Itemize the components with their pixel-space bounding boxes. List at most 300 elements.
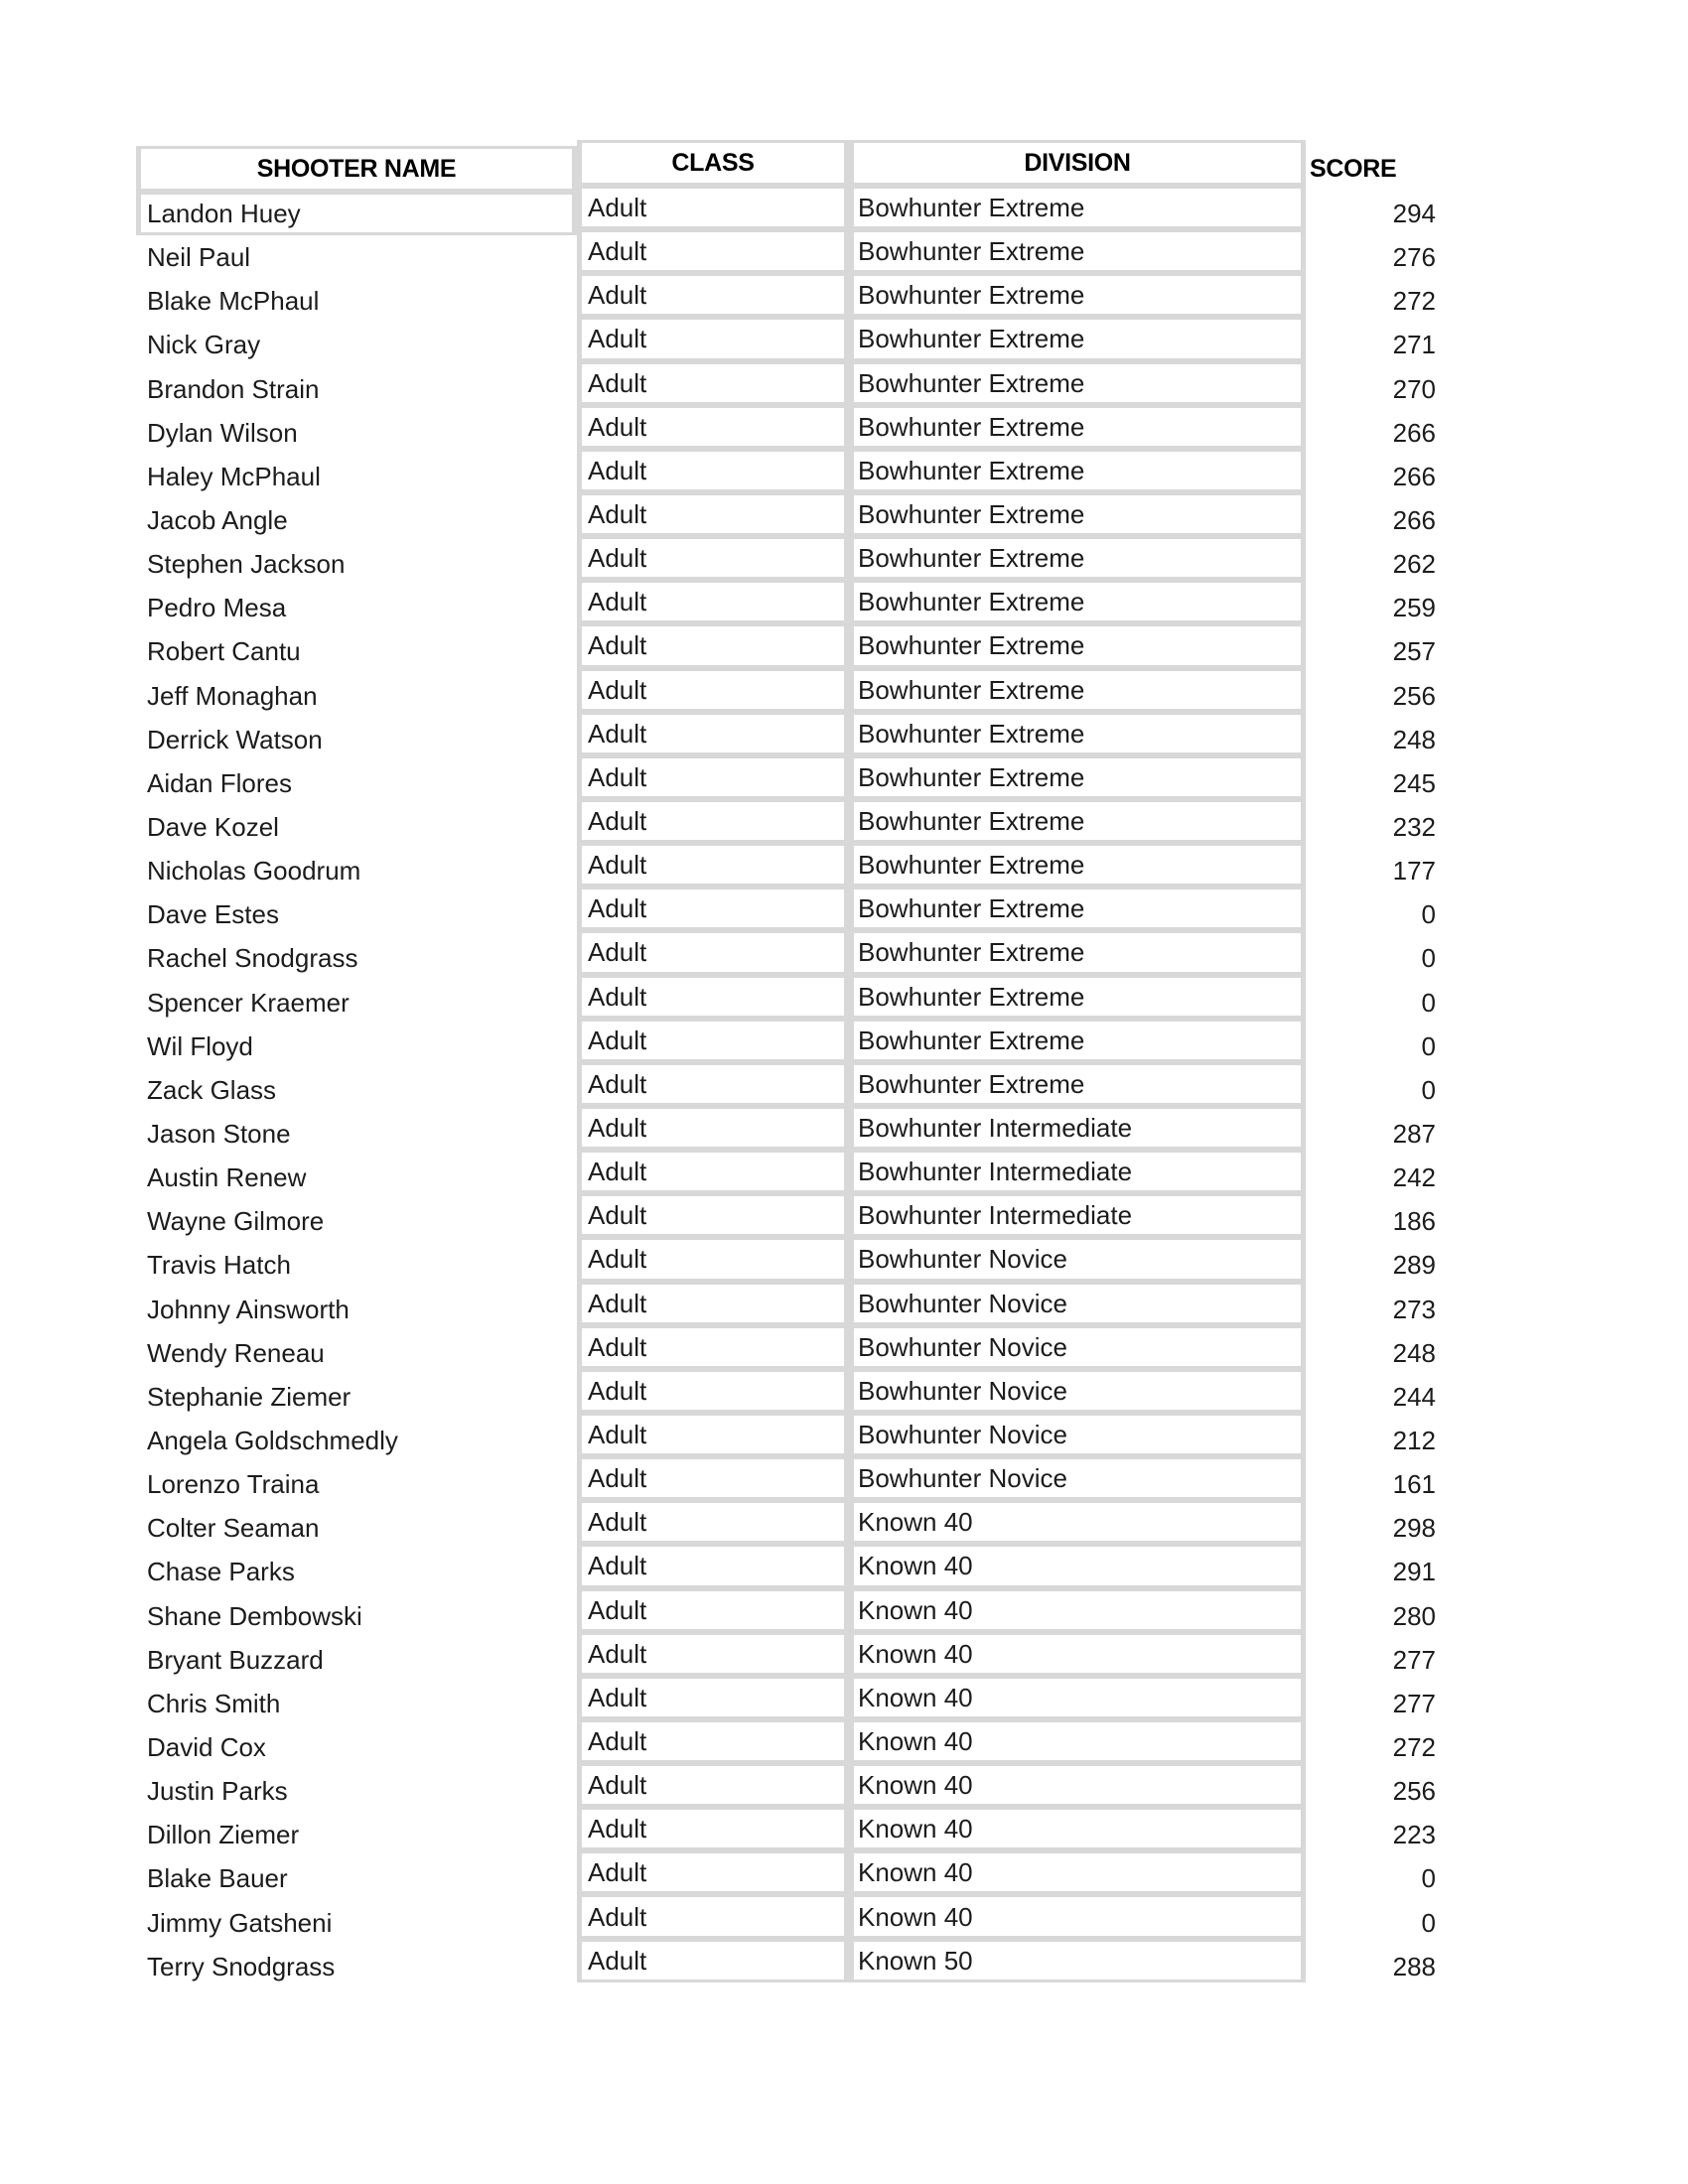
class-text: Adult bbox=[588, 893, 647, 924]
score-cell bbox=[1306, 586, 1450, 629]
score-cell bbox=[1306, 1856, 1450, 1900]
division-text: Bowhunter Extreme bbox=[858, 543, 1085, 574]
division-text: Bowhunter Novice bbox=[858, 1244, 1067, 1275]
shooter-name-text: Jimmy Gatsheni bbox=[147, 1907, 333, 1938]
header-division bbox=[849, 140, 1306, 186]
division-text: Bowhunter Intermediate bbox=[858, 1113, 1133, 1144]
score-cell bbox=[1306, 1462, 1450, 1506]
class-text: Adult bbox=[588, 1068, 647, 1099]
class-cell bbox=[577, 843, 849, 887]
shooter-name-cell bbox=[136, 1900, 577, 1944]
division-text: Known 40 bbox=[858, 1682, 973, 1712]
score-cell bbox=[1306, 1243, 1450, 1287]
shooter-name-cell bbox=[136, 629, 577, 673]
class-text: Adult bbox=[588, 1814, 647, 1844]
class-cell bbox=[577, 1544, 849, 1587]
shooter-name-text: Wayne Gilmore bbox=[147, 1206, 325, 1237]
shooter-name-cell bbox=[136, 1068, 577, 1112]
division-cell bbox=[849, 1325, 1306, 1369]
class-cell bbox=[577, 1456, 849, 1500]
shooter-name-cell bbox=[136, 542, 577, 586]
class-cell bbox=[577, 1632, 849, 1676]
shooter-name-cell bbox=[136, 192, 577, 235]
class-cell bbox=[577, 1106, 849, 1150]
shooter-name-cell bbox=[136, 1725, 577, 1769]
shooter-name-cell bbox=[136, 1682, 577, 1725]
division-text: Known 40 bbox=[858, 1594, 973, 1625]
division-cell bbox=[849, 1019, 1306, 1062]
score-cell bbox=[1306, 1375, 1450, 1419]
division-text: Bowhunter Novice bbox=[858, 1420, 1067, 1449]
division-cell bbox=[849, 1106, 1306, 1150]
score-cell bbox=[1306, 805, 1450, 849]
score-text: 0 bbox=[1421, 1074, 1436, 1105]
score-text: 257 bbox=[1392, 636, 1436, 667]
shooter-name-cell bbox=[136, 367, 577, 411]
shooter-name-cell bbox=[136, 279, 577, 323]
division-text: Bowhunter Extreme bbox=[858, 324, 1085, 354]
class-text: Adult bbox=[588, 280, 647, 311]
division-cell bbox=[849, 975, 1306, 1019]
division-text: Known 40 bbox=[858, 1507, 973, 1538]
class-cell bbox=[577, 930, 849, 974]
score-cell bbox=[1306, 936, 1450, 980]
division-text: Known 40 bbox=[858, 1638, 973, 1669]
class-cell bbox=[577, 1588, 849, 1632]
division-cell bbox=[849, 1456, 1306, 1500]
class-cell bbox=[577, 449, 849, 492]
header-division-label: DIVISION bbox=[1024, 148, 1131, 177]
shooter-name-text: Haley McPhaul bbox=[147, 461, 321, 491]
shooter-name-text: Nick Gray bbox=[147, 330, 261, 360]
class-text: Adult bbox=[588, 1157, 647, 1187]
division-text: Bowhunter Extreme bbox=[858, 674, 1085, 705]
shooter-name-text: Zack Glass bbox=[147, 1074, 277, 1105]
division-text: Bowhunter Novice bbox=[858, 1463, 1067, 1494]
class-cell bbox=[577, 317, 849, 360]
shooter-name-cell bbox=[136, 1769, 577, 1813]
score-cell bbox=[1306, 1550, 1450, 1593]
class-cell bbox=[577, 712, 849, 755]
class-text: Adult bbox=[588, 1945, 647, 1976]
shooter-name-cell bbox=[136, 1375, 577, 1419]
shooter-name-text: Rachel Snodgrass bbox=[147, 943, 358, 974]
score-cell bbox=[1306, 674, 1450, 718]
class-text: Adult bbox=[588, 981, 647, 1012]
shooter-name-cell bbox=[136, 1638, 577, 1682]
shooter-name-cell bbox=[136, 849, 577, 892]
class-cell bbox=[577, 1939, 849, 1982]
score-text: 0 bbox=[1421, 1907, 1436, 1938]
score-text: 242 bbox=[1392, 1162, 1436, 1193]
score-text: 291 bbox=[1392, 1557, 1436, 1587]
score-cell bbox=[1306, 411, 1450, 455]
division-text: Bowhunter Novice bbox=[858, 1288, 1067, 1318]
score-cell bbox=[1306, 892, 1450, 936]
score-text: 277 bbox=[1392, 1688, 1436, 1718]
score-text: 266 bbox=[1392, 461, 1436, 491]
class-text: Adult bbox=[588, 806, 647, 837]
division-cell bbox=[849, 1544, 1306, 1587]
score-cell bbox=[1306, 1900, 1450, 1944]
shooter-name-text: Jason Stone bbox=[147, 1119, 291, 1150]
class-cell bbox=[577, 580, 849, 623]
shooter-name-cell bbox=[136, 1024, 577, 1068]
score-text: 289 bbox=[1392, 1250, 1436, 1281]
shooter-name-cell bbox=[136, 1945, 577, 1988]
division-cell bbox=[849, 1282, 1306, 1325]
class-text: Adult bbox=[588, 324, 647, 354]
class-cell bbox=[577, 361, 849, 405]
class-cell bbox=[577, 405, 849, 449]
table-body bbox=[136, 192, 1450, 1988]
class-text: Adult bbox=[588, 630, 647, 661]
division-text: Bowhunter Extreme bbox=[858, 193, 1085, 223]
class-cell bbox=[577, 1150, 849, 1193]
results-table bbox=[136, 146, 1450, 1988]
division-text: Known 40 bbox=[858, 1770, 973, 1801]
score-cell bbox=[1306, 542, 1450, 586]
class-cell bbox=[577, 273, 849, 317]
division-cell bbox=[849, 1939, 1306, 1982]
division-cell bbox=[849, 755, 1306, 799]
division-text: Bowhunter Extreme bbox=[858, 499, 1085, 530]
shooter-name-text: Stephanie Ziemer bbox=[147, 1381, 352, 1412]
class-text: Adult bbox=[588, 1375, 647, 1406]
score-text: 0 bbox=[1421, 943, 1436, 974]
score-cell bbox=[1306, 1068, 1450, 1112]
shooter-name-cell bbox=[136, 761, 577, 805]
class-text: Adult bbox=[588, 455, 647, 485]
class-text: Adult bbox=[588, 499, 647, 530]
class-text: Adult bbox=[588, 193, 647, 223]
score-cell bbox=[1306, 1112, 1450, 1156]
division-cell bbox=[849, 1193, 1306, 1237]
score-cell bbox=[1306, 1769, 1450, 1813]
score-text: 276 bbox=[1392, 242, 1436, 273]
score-text: 0 bbox=[1421, 1863, 1436, 1894]
division-text: Bowhunter Extreme bbox=[858, 761, 1085, 792]
division-cell bbox=[849, 580, 1306, 623]
class-cell bbox=[577, 1413, 849, 1456]
division-text: Bowhunter Extreme bbox=[858, 937, 1085, 968]
score-cell bbox=[1306, 1638, 1450, 1682]
shooter-name-cell bbox=[136, 411, 577, 455]
division-cell bbox=[849, 405, 1306, 449]
score-text: 277 bbox=[1392, 1644, 1436, 1675]
division-text: Bowhunter Extreme bbox=[858, 1024, 1085, 1055]
division-cell bbox=[849, 623, 1306, 667]
division-cell bbox=[849, 1369, 1306, 1413]
division-text: Bowhunter Extreme bbox=[858, 718, 1085, 749]
header-shooter-name bbox=[136, 146, 577, 192]
shooter-name-text: Dave Estes bbox=[147, 899, 279, 930]
score-cell bbox=[1306, 1506, 1450, 1550]
shooter-name-cell bbox=[136, 1156, 577, 1199]
division-cell bbox=[849, 1719, 1306, 1763]
division-cell bbox=[849, 361, 1306, 405]
score-cell bbox=[1306, 849, 1450, 892]
shooter-name-cell bbox=[136, 235, 577, 279]
division-cell bbox=[849, 536, 1306, 580]
shooter-name-text: Dave Kozel bbox=[147, 812, 279, 843]
score-cell bbox=[1306, 1945, 1450, 1988]
shooter-name-text: Chris Smith bbox=[147, 1688, 281, 1718]
division-text: Bowhunter Extreme bbox=[858, 236, 1085, 267]
shooter-name-text: Landon Huey bbox=[147, 199, 301, 229]
score-text: 212 bbox=[1392, 1426, 1436, 1455]
score-cell bbox=[1306, 1682, 1450, 1725]
score-cell bbox=[1306, 279, 1450, 323]
division-text: Bowhunter Extreme bbox=[858, 850, 1085, 881]
score-text: 272 bbox=[1392, 286, 1436, 317]
division-cell bbox=[849, 449, 1306, 492]
division-cell bbox=[849, 1150, 1306, 1193]
division-cell bbox=[849, 229, 1306, 273]
division-text: Bowhunter Extreme bbox=[858, 893, 1085, 924]
class-text: Adult bbox=[588, 674, 647, 705]
shooter-name-text: Terry Snodgrass bbox=[147, 1951, 336, 1981]
score-text: 271 bbox=[1392, 330, 1436, 360]
class-text: Adult bbox=[588, 1288, 647, 1318]
class-text: Adult bbox=[588, 937, 647, 968]
shooter-name-cell bbox=[136, 1813, 577, 1856]
score-text: 248 bbox=[1392, 724, 1436, 754]
division-text: Bowhunter Extreme bbox=[858, 1068, 1085, 1099]
score-cell bbox=[1306, 1419, 1450, 1462]
score-text: 245 bbox=[1392, 767, 1436, 798]
score-text: 248 bbox=[1392, 1337, 1436, 1368]
class-text: Adult bbox=[588, 236, 647, 267]
class-cell bbox=[577, 1193, 849, 1237]
score-text: 262 bbox=[1392, 549, 1436, 580]
shooter-name-text: Pedro Mesa bbox=[147, 593, 287, 623]
class-cell bbox=[577, 975, 849, 1019]
division-cell bbox=[849, 317, 1306, 360]
class-text: Adult bbox=[588, 1463, 647, 1494]
class-text: Adult bbox=[588, 850, 647, 881]
division-text: Known 40 bbox=[858, 1857, 973, 1888]
class-cell bbox=[577, 887, 849, 930]
shooter-name-text: Stephen Jackson bbox=[147, 549, 346, 580]
score-text: 161 bbox=[1392, 1469, 1436, 1500]
division-cell bbox=[849, 887, 1306, 930]
score-cell bbox=[1306, 498, 1450, 542]
shooter-name-text: Bryant Buzzard bbox=[147, 1644, 324, 1675]
class-cell bbox=[577, 1763, 849, 1807]
score-text: 287 bbox=[1392, 1119, 1436, 1150]
shooter-name-cell bbox=[136, 1856, 577, 1900]
score-text: 256 bbox=[1392, 1776, 1436, 1807]
division-text: Bowhunter Extreme bbox=[858, 367, 1085, 398]
shooter-name-cell bbox=[136, 1243, 577, 1287]
division-cell bbox=[849, 1894, 1306, 1938]
shooter-name-text: Wendy Reneau bbox=[147, 1337, 325, 1368]
class-cell bbox=[577, 536, 849, 580]
shooter-name-text: Brandon Strain bbox=[147, 373, 320, 404]
class-cell bbox=[577, 1719, 849, 1763]
division-text: Bowhunter Novice bbox=[858, 1375, 1067, 1406]
class-cell bbox=[577, 1325, 849, 1369]
shooter-name-text: Robert Cantu bbox=[147, 636, 301, 667]
class-cell bbox=[577, 1676, 849, 1719]
class-text: Adult bbox=[588, 1725, 647, 1756]
shooter-name-cell bbox=[136, 1112, 577, 1156]
score-text: 270 bbox=[1392, 373, 1436, 404]
division-text: Known 50 bbox=[858, 1945, 973, 1976]
shooter-name-text: Jeff Monaghan bbox=[147, 680, 318, 711]
shooter-name-text: Johnny Ainsworth bbox=[147, 1294, 350, 1324]
score-text: 223 bbox=[1392, 1820, 1436, 1850]
score-text: 256 bbox=[1392, 680, 1436, 711]
score-cell bbox=[1306, 1156, 1450, 1199]
division-cell bbox=[849, 1632, 1306, 1676]
division-cell bbox=[849, 1763, 1306, 1807]
class-cell bbox=[577, 186, 849, 229]
division-text: Known 40 bbox=[858, 1551, 973, 1581]
score-cell bbox=[1306, 981, 1450, 1024]
class-text: Adult bbox=[588, 1682, 647, 1712]
division-cell bbox=[849, 1062, 1306, 1106]
shooter-name-cell bbox=[136, 981, 577, 1024]
division-cell bbox=[849, 186, 1306, 229]
shooter-name-text: Nicholas Goodrum bbox=[147, 856, 361, 887]
score-text: 244 bbox=[1392, 1381, 1436, 1412]
shooter-name-cell bbox=[136, 936, 577, 980]
class-text: Adult bbox=[588, 1857, 647, 1888]
shooter-name-text: David Cox bbox=[147, 1731, 266, 1762]
class-text: Adult bbox=[588, 1200, 647, 1231]
division-text: Known 40 bbox=[858, 1814, 973, 1844]
class-text: Adult bbox=[588, 1638, 647, 1669]
score-cell bbox=[1306, 1288, 1450, 1331]
division-text: Bowhunter Novice bbox=[858, 1331, 1067, 1362]
shooter-name-text: Angela Goldschmedly bbox=[147, 1426, 398, 1455]
score-text: 266 bbox=[1392, 505, 1436, 536]
class-text: Adult bbox=[588, 1331, 647, 1362]
class-cell bbox=[577, 1062, 849, 1106]
class-cell bbox=[577, 1019, 849, 1062]
class-cell bbox=[577, 755, 849, 799]
division-text: Bowhunter Extreme bbox=[858, 806, 1085, 837]
class-cell bbox=[577, 1807, 849, 1850]
header-score-label: SCORE bbox=[1310, 154, 1397, 183]
score-text: 177 bbox=[1392, 856, 1436, 887]
shooter-name-text: Derrick Watson bbox=[147, 724, 323, 754]
score-text: 266 bbox=[1392, 417, 1436, 448]
division-cell bbox=[849, 1807, 1306, 1850]
class-text: Adult bbox=[588, 367, 647, 398]
score-text: 0 bbox=[1421, 987, 1436, 1018]
shooter-name-text: Blake Bauer bbox=[147, 1863, 288, 1894]
shooter-name-text: Wil Floyd bbox=[147, 1030, 253, 1061]
class-text: Adult bbox=[588, 761, 647, 792]
score-text: 280 bbox=[1392, 1600, 1436, 1631]
score-text: 232 bbox=[1392, 812, 1436, 843]
score-cell bbox=[1306, 1331, 1450, 1375]
division-cell bbox=[849, 930, 1306, 974]
division-cell bbox=[849, 1500, 1306, 1544]
shooter-name-cell bbox=[136, 1199, 577, 1243]
shooter-name-text: Lorenzo Traina bbox=[147, 1469, 320, 1500]
division-cell bbox=[849, 1676, 1306, 1719]
score-text: 294 bbox=[1392, 199, 1436, 229]
score-cell bbox=[1306, 235, 1450, 279]
score-cell bbox=[1306, 1725, 1450, 1769]
class-text: Adult bbox=[588, 718, 647, 749]
division-text: Bowhunter Extreme bbox=[858, 280, 1085, 311]
shooter-name-cell bbox=[136, 455, 577, 498]
shooter-name-text: Neil Paul bbox=[147, 242, 251, 273]
score-cell bbox=[1306, 367, 1450, 411]
class-text: Adult bbox=[588, 1420, 647, 1449]
shooter-name-text: Dylan Wilson bbox=[147, 417, 298, 448]
shooter-name-text: Jacob Angle bbox=[147, 505, 288, 536]
score-text: 298 bbox=[1392, 1513, 1436, 1544]
shooter-name-text: Shane Dembowski bbox=[147, 1600, 362, 1631]
shooter-name-cell bbox=[136, 498, 577, 542]
class-cell bbox=[577, 668, 849, 712]
class-text: Adult bbox=[588, 411, 647, 442]
shooter-name-cell bbox=[136, 1419, 577, 1462]
score-text: 0 bbox=[1421, 1030, 1436, 1061]
header-class bbox=[577, 140, 849, 186]
class-text: Adult bbox=[588, 587, 647, 617]
division-text: Known 40 bbox=[858, 1725, 973, 1756]
shooter-name-text: Chase Parks bbox=[147, 1557, 295, 1587]
division-text: Bowhunter Intermediate bbox=[858, 1200, 1133, 1231]
class-text: Adult bbox=[588, 1901, 647, 1932]
class-cell bbox=[577, 1369, 849, 1413]
class-text: Adult bbox=[588, 1594, 647, 1625]
score-cell bbox=[1306, 1813, 1450, 1856]
class-cell bbox=[577, 799, 849, 843]
division-cell bbox=[849, 668, 1306, 712]
shooter-name-cell bbox=[136, 1594, 577, 1638]
shooter-name-cell bbox=[136, 1331, 577, 1375]
class-cell bbox=[577, 492, 849, 536]
shooter-name-cell bbox=[136, 674, 577, 718]
class-text: Adult bbox=[588, 1244, 647, 1275]
table-row bbox=[136, 1945, 1450, 1988]
score-cell bbox=[1306, 323, 1450, 366]
shooter-name-text: Travis Hatch bbox=[147, 1250, 291, 1281]
class-cell bbox=[577, 1500, 849, 1544]
score-cell bbox=[1306, 1024, 1450, 1068]
class-text: Adult bbox=[588, 1507, 647, 1538]
score-cell bbox=[1306, 455, 1450, 498]
division-cell bbox=[849, 1850, 1306, 1894]
class-cell bbox=[577, 1282, 849, 1325]
class-text: Adult bbox=[588, 543, 647, 574]
division-text: Bowhunter Extreme bbox=[858, 587, 1085, 617]
score-text: 273 bbox=[1392, 1294, 1436, 1324]
division-cell bbox=[849, 1413, 1306, 1456]
class-text: Adult bbox=[588, 1770, 647, 1801]
shooter-name-text: Dillon Ziemer bbox=[147, 1820, 300, 1850]
division-cell bbox=[849, 799, 1306, 843]
class-text: Adult bbox=[588, 1551, 647, 1581]
score-cell bbox=[1306, 629, 1450, 673]
score-text: 272 bbox=[1392, 1731, 1436, 1762]
shooter-name-text: Justin Parks bbox=[147, 1776, 288, 1807]
score-text: 0 bbox=[1421, 899, 1436, 930]
score-cell bbox=[1306, 761, 1450, 805]
shooter-name-cell bbox=[136, 892, 577, 936]
class-text: Adult bbox=[588, 1024, 647, 1055]
division-cell bbox=[849, 492, 1306, 536]
header-class-label: CLASS bbox=[671, 148, 755, 177]
